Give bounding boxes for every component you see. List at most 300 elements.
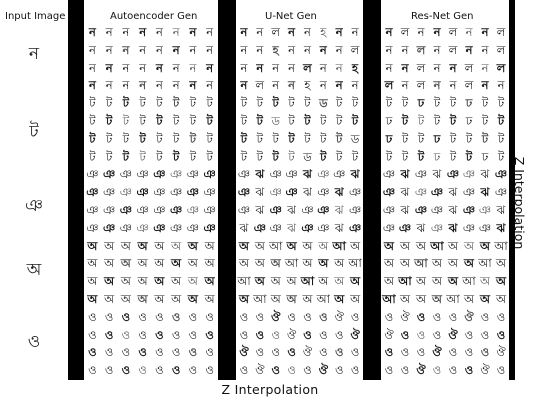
unet-sample-cell: ঞ <box>285 167 298 182</box>
autoencoder-sample-cell: ট <box>172 96 180 111</box>
resnet-sample-cell: ও <box>432 363 442 378</box>
resnet-sample-cell: ট <box>449 113 457 128</box>
unet-sample-cell: ট <box>288 149 295 164</box>
autoencoder-sample-cell: ন <box>155 42 163 57</box>
resnet-sample-cell: ও <box>448 345 458 360</box>
autoencoder-sample-cell: অ <box>171 274 182 289</box>
resnet-sample-cell: ও <box>496 327 506 342</box>
resnet-sample-cell: ট <box>385 96 393 111</box>
autoencoder-sample-cell: ও <box>188 345 198 360</box>
autoencoder-sample-cell: ট <box>189 131 197 146</box>
resnet-sample-cell: অ <box>416 291 426 306</box>
unet-sample-cell: ন <box>335 42 343 57</box>
unet-sample-cell: হ <box>304 78 311 93</box>
resnet-sample-cell: ঢ <box>385 131 393 146</box>
autoencoder-sample-cell: ও <box>171 345 181 360</box>
autoencoder-sample-cell: ন <box>122 78 130 93</box>
unet-sample-cell: ট <box>320 149 327 164</box>
autoencoder-sample-cell: ন <box>105 42 113 57</box>
unet-sample-cell: ও <box>271 363 280 378</box>
resnet-sample-cell: ট <box>497 113 505 128</box>
unet-sample-cell: ঝ <box>350 167 360 182</box>
autoencoder-sample-cell: অ <box>204 274 215 289</box>
autoencoder-sample-cell: ট <box>172 149 180 164</box>
resnet-sample-cell: ন <box>481 42 489 57</box>
unet-sample-cell: ল <box>271 25 280 39</box>
unet-sample-cell: অ <box>334 291 345 306</box>
autoencoder-sample-cell: ও <box>155 345 164 360</box>
autoencoder-sample-cell: অ <box>104 256 115 271</box>
autoencoder-sample-cell: ও <box>171 327 181 342</box>
unet-sample-cell: ঝ <box>255 167 265 182</box>
unet-sample-cell: আ <box>268 238 283 253</box>
resnet-sample-cell: আ <box>382 291 396 306</box>
resnet-sample-cell: ও <box>480 309 490 324</box>
unet-sample-cell: ট <box>288 96 295 111</box>
autoencoder-gen-grid <box>84 24 218 380</box>
unet-sample-cell: ন <box>335 60 343 75</box>
unet-sample-cell: ঞ <box>269 185 282 200</box>
unet-sample-cell: ট <box>351 113 359 128</box>
unet-sample-cell: ঝ <box>334 185 344 200</box>
resnet-sample-cell: ট <box>449 149 457 164</box>
resnet-sample-cell: ঞ <box>478 202 492 217</box>
resnet-sample-cell: ন <box>401 60 409 75</box>
autoencoder-sample-cell: ও <box>171 309 181 324</box>
autoencoder-sample-cell: ঞ <box>86 185 99 200</box>
unet-sample-cell: ঝ <box>303 185 312 200</box>
unet-sample-cell: ন <box>240 42 248 57</box>
autoencoder-sample-cell: ঞ <box>170 185 183 200</box>
resnet-sample-cell: ঔ <box>416 363 426 378</box>
autoencoder-sample-cell: ন <box>139 60 147 75</box>
unet-sample-cell: ট <box>336 113 343 128</box>
resnet-sample-cell: ট <box>433 113 441 128</box>
resnet-sample-cell: ল <box>496 25 506 39</box>
unet-sample-cell: ঝ <box>287 220 296 235</box>
resnet-sample-cell: ঢ <box>465 96 473 111</box>
autoencoder-sample-cell: ন <box>172 78 180 93</box>
unet-sample-cell: ন <box>304 25 311 39</box>
autoencoder-sample-cell: ঞ <box>170 202 183 217</box>
unet-sample-cell: অ <box>350 274 361 289</box>
unet-sample-cell: অ <box>302 238 313 253</box>
resnet-sample-cell: ন <box>449 60 457 75</box>
unet-sample-cell: ন <box>288 25 295 39</box>
unet-sample-cell: অ <box>302 291 313 306</box>
unet-sample-cell: ঝ <box>255 185 265 200</box>
resnet-sample-cell: ও <box>464 345 474 360</box>
unet-sample-cell: হ <box>320 25 327 39</box>
resnet-sample-cell: ও <box>384 309 394 324</box>
unet-sample-cell: ও <box>239 363 249 378</box>
unet-sample-cell: ও <box>303 309 312 324</box>
autoencoder-sample-cell: ও <box>88 327 97 342</box>
resnet-sample-cell: ট <box>401 113 409 128</box>
resnet-sample-cell: ও <box>480 345 490 360</box>
autoencoder-sample-cell: ন <box>122 42 130 57</box>
autoencoder-sample-cell: ট <box>139 149 146 164</box>
unet-sample-cell: ট <box>304 131 311 146</box>
autoencoder-sample-cell: অ <box>204 256 215 271</box>
unet-sample-cell: ঝ <box>239 220 249 235</box>
resnet-sample-cell: ন <box>401 78 409 93</box>
unet-sample-cell: অ <box>350 238 361 253</box>
resnet-sample-cell: ঝ <box>496 220 506 235</box>
unet-sample-cell: ঔ <box>318 363 329 378</box>
autoencoder-sample-cell: ট <box>156 149 163 164</box>
unet-sample-cell: আ <box>332 238 346 253</box>
unet-sample-cell: ও <box>350 363 360 378</box>
resnet-sample-cell: আ <box>414 256 428 271</box>
autoencoder-sample-cell: অ <box>187 274 198 289</box>
resnet-sample-cell: ও <box>464 363 474 378</box>
resnet-sample-cell: ন <box>385 25 393 39</box>
autoencoder-sample-cell: ঞ <box>119 167 132 182</box>
z-interpolation-vertical-label: Z Interpolation <box>512 156 527 250</box>
unet-sample-cell: ঞ <box>317 167 330 182</box>
resnet-sample-cell: ট <box>401 131 409 146</box>
resnet-sample-cell: ঢ <box>385 113 393 128</box>
unet-sample-cell: ট <box>272 149 279 164</box>
unet-sample-cell: ঞ <box>348 185 362 200</box>
autoencoder-sample-cell: ঞ <box>203 185 216 200</box>
unet-sample-cell: হ <box>352 60 359 75</box>
unet-sample-cell: ঞ <box>237 185 251 200</box>
autoencoder-sample-cell: ঞ <box>186 202 199 217</box>
autoencoder-sample-cell: অ <box>154 256 165 271</box>
unet-sample-cell: ট <box>304 96 311 111</box>
autoencoder-sample-cell: ও <box>188 363 198 378</box>
autoencoder-sample-cell: অ <box>120 256 131 271</box>
autoencoder-sample-cell: ঞ <box>153 167 166 182</box>
unet-sample-cell: ঞ <box>237 167 251 182</box>
panel-divider <box>218 0 236 380</box>
resnet-sample-cell: অ <box>496 291 506 306</box>
unet-sample-cell: ড <box>303 149 312 164</box>
resnet-sample-cell: ঔ <box>464 309 474 324</box>
resnet-sample-cell: ন <box>401 42 409 57</box>
resnet-sample-cell: ঝ <box>448 185 458 200</box>
resnet-sample-cell: অ <box>432 274 442 289</box>
autoencoder-sample-cell: অ <box>87 274 98 289</box>
unet-sample-cell: অ <box>238 291 249 306</box>
unet-sample-cell: ড <box>350 131 360 146</box>
autoencoder-sample-cell: ঞ <box>203 167 216 182</box>
input-character-2-icon: ট <box>29 122 39 142</box>
autoencoder-sample-cell: অ <box>120 238 131 253</box>
autoencoder-sample-cell: ন <box>189 42 197 57</box>
resnet-sample-cell: ট <box>385 149 393 164</box>
unet-sample-cell: ঞ <box>317 185 330 200</box>
autoencoder-sample-cell: ঞ <box>153 220 166 235</box>
unet-sample-cell: ও <box>350 345 360 360</box>
autoencoder-sample-cell: ও <box>188 327 198 342</box>
unet-sample-cell: ট <box>240 96 248 111</box>
resnet-sample-cell: অ <box>432 256 442 271</box>
unet-sample-cell: অ <box>318 238 329 253</box>
resnet-sample-cell: ঞ <box>414 202 428 217</box>
autoencoder-sample-cell: ন <box>189 78 197 93</box>
autoencoder-sample-cell: ট <box>122 113 130 128</box>
autoencoder-sample-cell: ঞ <box>153 185 166 200</box>
resnet-sample-cell: অ <box>448 274 458 289</box>
unet-sample-cell: ল <box>255 78 265 93</box>
autoencoder-sample-cell: ন <box>139 25 147 39</box>
autoencoder-sample-cell: ন <box>139 78 147 93</box>
unet-sample-cell: অ <box>350 291 361 306</box>
autoencoder-sample-cell: ও <box>171 363 181 378</box>
autoencoder-sample-cell: ট <box>89 131 96 146</box>
resnet-sample-cell: ও <box>480 327 490 342</box>
resnet-sample-cell: ট <box>401 149 409 164</box>
unet-sample-cell: আ <box>253 291 267 306</box>
resnet-sample-cell: ল <box>464 60 474 75</box>
autoencoder-sample-cell: ও <box>104 345 114 360</box>
autoencoder-sample-cell: ন <box>155 25 163 39</box>
autoencoder-sample-cell: ট <box>206 96 213 111</box>
autoencoder-sample-cell: ন <box>155 60 163 75</box>
unet-sample-cell: ন <box>288 60 295 75</box>
resnet-sample-cell: ঝ <box>480 167 490 182</box>
unet-sample-cell: ঔ <box>302 345 313 360</box>
autoencoder-sample-cell: ঞ <box>136 167 149 182</box>
resnet-sample-cell: ট <box>449 96 457 111</box>
unet-sample-cell: ও <box>255 309 265 324</box>
resnet-sample-cell: ও <box>400 363 410 378</box>
autoencoder-sample-cell: ট <box>139 131 146 146</box>
autoencoder-sample-cell: অ <box>187 291 198 306</box>
autoencoder-sample-cell: ট <box>105 113 113 128</box>
resnet-sample-cell: ঔ <box>400 309 410 324</box>
resnet-sample-cell: ও <box>448 309 458 324</box>
autoencoder-sample-cell: ও <box>155 363 164 378</box>
autoencoder-sample-cell: ঞ <box>186 167 199 182</box>
resnet-sample-cell: ঢ <box>433 149 441 164</box>
resnet-sample-cell: ঞ <box>382 185 396 200</box>
unet-sample-cell: ঞ <box>301 220 314 235</box>
unet-sample-cell: ন <box>256 60 264 75</box>
unet-sample-cell: ও <box>334 345 344 360</box>
autoencoder-sample-cell: ও <box>104 363 114 378</box>
resnet-sample-cell: ট <box>465 149 473 164</box>
resnet-sample-cell: ঞ <box>382 167 396 182</box>
unet-sample-cell: অ <box>286 274 297 289</box>
unet-sample-cell: ট <box>288 131 295 146</box>
resnet-sample-cell: ল <box>416 42 426 57</box>
resnet-sample-cell: ন <box>385 42 393 57</box>
autoencoder-sample-cell: ন <box>88 25 96 39</box>
unet-sample-cell: ঝ <box>334 220 344 235</box>
autoencoder-sample-cell: ন <box>105 60 113 75</box>
unet-sample-cell: হ <box>272 42 279 57</box>
unet-sample-cell: ঝ <box>287 202 296 217</box>
unet-sample-cell: অ <box>238 256 249 271</box>
resnet-sample-cell: ও <box>464 327 474 342</box>
unet-sample-cell: ট <box>240 131 248 146</box>
unet-sample-cell: ঞ <box>348 202 362 217</box>
autoencoder-sample-cell: ঞ <box>119 185 132 200</box>
resnet-sample-cell: ট <box>481 113 489 128</box>
resnet-sample-cell: ও <box>416 309 426 324</box>
resnet-sample-cell: ঝ <box>416 220 426 235</box>
autoencoder-sample-cell: ট <box>189 113 197 128</box>
autoencoder-sample-cell: ট <box>172 131 180 146</box>
resnet-sample-cell: অ <box>464 291 474 306</box>
resnet-sample-cell: আ <box>494 238 508 253</box>
unet-sample-cell: ন <box>240 78 248 93</box>
resnet-sample-cell: ঢ <box>433 131 441 146</box>
autoencoder-sample-cell: অ <box>137 274 148 289</box>
resnet-sample-cell: ঝ <box>496 202 506 217</box>
autoencoder-sample-cell: ট <box>206 131 213 146</box>
unet-gen-grid <box>236 24 363 380</box>
unet-sample-cell: ড <box>271 113 280 128</box>
autoencoder-sample-cell: ও <box>88 363 97 378</box>
resnet-sample-cell: ল <box>448 25 458 39</box>
unet-sample-cell: ঔ <box>255 363 265 378</box>
autoencoder-sample-cell: ঞ <box>153 202 166 217</box>
unet-sample-cell: ট <box>288 113 295 128</box>
autoencoder-sample-cell: অ <box>154 274 165 289</box>
autoencoder-sample-cell: ও <box>138 309 147 324</box>
resnet-sample-cell: ঔ <box>448 327 458 342</box>
autoencoder-sample-cell: ট <box>156 113 163 128</box>
resnet-sample-cell: অ <box>496 274 506 289</box>
autoencoder-sample-cell: অ <box>154 291 165 306</box>
resnet-sample-cell: ন <box>449 78 457 93</box>
autoencoder-sample-cell: ট <box>105 96 113 111</box>
unet-sample-cell: ও <box>239 309 249 324</box>
unet-sample-cell: ট <box>336 131 343 146</box>
autoencoder-sample-cell: ঞ <box>119 202 132 217</box>
resnet-sample-cell: অ <box>480 291 490 306</box>
unet-sample-cell: ন <box>335 25 343 39</box>
unet-sample-cell: ও <box>271 327 280 342</box>
unet-sample-cell: ন <box>240 60 248 75</box>
resnet-sample-cell: ট <box>401 96 409 111</box>
resnet-sample-cell: অ <box>480 238 490 253</box>
unet-sample-cell: ঝ <box>334 202 344 217</box>
resnet-sample-cell: ন <box>497 78 505 93</box>
autoencoder-sample-cell: অ <box>104 274 115 289</box>
resnet-sample-cell: অ <box>384 238 394 253</box>
autoencoder-sample-cell: ও <box>88 309 97 324</box>
autoencoder-sample-cell: ঞ <box>119 220 132 235</box>
resnet-sample-cell: ঝ <box>400 167 410 182</box>
resnet-sample-cell: ও <box>496 363 506 378</box>
resnet-sample-cell: ল <box>384 78 394 93</box>
resnet-sample-cell: ও <box>432 327 442 342</box>
autoencoder-sample-cell: ঞ <box>86 202 99 217</box>
resnet-sample-cell: ন <box>433 60 441 75</box>
unet-sample-cell: ঔ <box>334 309 344 324</box>
autoencoder-sample-cell: অ <box>120 291 131 306</box>
autoencoder-sample-cell: ও <box>121 327 131 342</box>
unet-sample-cell: ঞ <box>269 202 282 217</box>
resnet-sample-cell: আ <box>478 256 492 271</box>
autoencoder-sample-cell: ট <box>156 96 163 111</box>
resnet-sample-cell: অ <box>416 238 426 253</box>
resnet-sample-cell: ন <box>433 25 441 39</box>
autoencoder-sample-cell: ও <box>88 345 97 360</box>
unet-sample-cell: ন <box>319 60 327 75</box>
resnet-sample-cell: ও <box>416 327 426 342</box>
autoencoder-sample-cell: ট <box>122 96 130 111</box>
unet-sample-cell: ও <box>303 363 312 378</box>
resnet-sample-cell: ঢ <box>417 96 425 111</box>
autoencoder-sample-cell: ও <box>155 309 164 324</box>
resnet-sample-cell: ঞ <box>462 202 476 217</box>
unet-sample-cell: ট <box>256 149 263 164</box>
autoencoder-sample-cell: অ <box>171 291 182 306</box>
autoencoder-sample-cell: ন <box>206 78 214 93</box>
input-image-header: Input Image <box>5 11 66 22</box>
resnet-sample-cell: ও <box>400 327 410 342</box>
resnet-sample-cell: ও <box>400 345 410 360</box>
autoencoder-sample-cell: ঞ <box>103 185 116 200</box>
unet-sample-cell: ন <box>351 78 359 93</box>
unet-sample-cell: ট <box>240 149 248 164</box>
unet-sample-cell: ট <box>272 96 279 111</box>
panel-divider <box>68 0 84 380</box>
resnet-sample-cell: ট <box>497 96 505 111</box>
unet-sample-cell: ঔ <box>286 327 297 342</box>
unet-sample-cell: আ <box>237 274 251 289</box>
unet-sample-cell: অ <box>318 256 329 271</box>
resnet-sample-cell: ঢ <box>481 149 489 164</box>
autoencoder-sample-cell: ট <box>105 131 113 146</box>
autoencoder-sample-cell: অ <box>87 291 98 306</box>
unet-sample-cell: ঞ <box>317 202 330 217</box>
unet-sample-cell: ন <box>288 78 295 93</box>
resnet-sample-cell: অ <box>416 274 426 289</box>
autoencoder-sample-cell: ন <box>105 78 113 93</box>
unet-sample-cell: অ <box>302 256 313 271</box>
unet-sample-cell: ও <box>334 363 344 378</box>
resnet-sample-cell: ও <box>384 345 394 360</box>
resnet-sample-cell: ঝ <box>448 220 458 235</box>
autoencoder-sample-cell: ঞ <box>86 220 99 235</box>
resnet-sample-cell: ও <box>448 363 458 378</box>
resnet-sample-cell: ল <box>448 42 458 57</box>
resnet-sample-cell: ও <box>432 309 442 324</box>
autoencoder-sample-cell: ও <box>138 345 147 360</box>
unet-sample-cell: ন <box>256 25 264 39</box>
resnet-sample-cell: ঔ <box>432 345 442 360</box>
resnet-sample-cell: ঞ <box>398 220 412 235</box>
autoencoder-sample-cell: ন <box>122 60 130 75</box>
resnet-sample-cell: ও <box>416 345 426 360</box>
autoencoder-sample-cell: ও <box>205 309 214 324</box>
autoencoder-sample-cell: অ <box>171 256 182 271</box>
autoencoder-sample-cell: অ <box>137 291 148 306</box>
resnet-sample-cell: ঝ <box>448 202 458 217</box>
resnet-sample-cell: ট <box>417 149 425 164</box>
unet-sample-cell: ঞ <box>317 220 330 235</box>
autoencoder-sample-cell: ও <box>104 309 114 324</box>
resnet-sample-cell: ঞ <box>462 185 476 200</box>
unet-sample-cell: ন <box>272 78 280 93</box>
autoencoder-sample-cell: ঞ <box>103 202 116 217</box>
unet-sample-cell: ন <box>351 25 359 39</box>
autoencoder-sample-cell: ও <box>104 327 114 342</box>
resnet-sample-cell: ন <box>417 25 425 39</box>
unet-sample-cell: ঞ <box>237 202 251 217</box>
autoencoder-sample-cell: ন <box>105 25 113 39</box>
resnet-sample-cell: ও <box>496 309 506 324</box>
resnet-sample-cell: ল <box>496 60 506 75</box>
